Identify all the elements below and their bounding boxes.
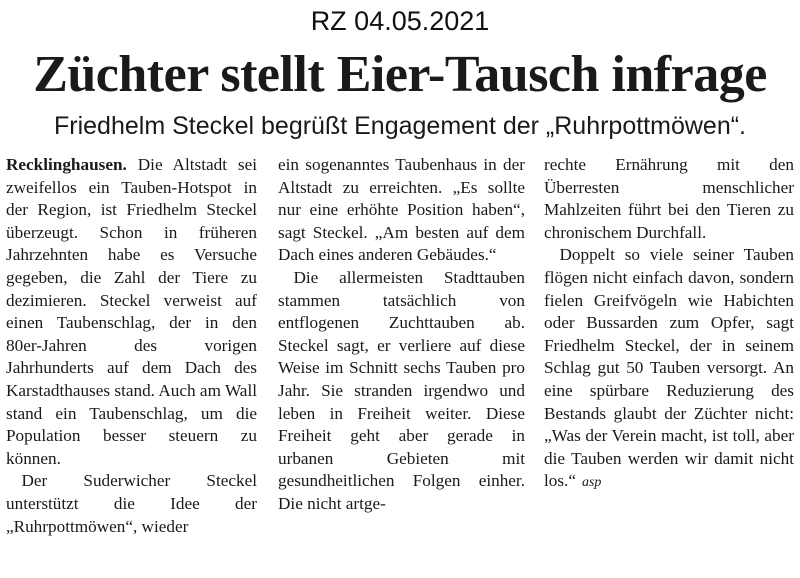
paragraph: Der Suderwicher Steckel unterstützt die Idee der „Ruhrpottmöwen“, wieder [6, 471, 257, 536]
author-signature: asp [581, 475, 602, 491]
article-column-2 [278, 154, 525, 516]
paragraph: Die allermeisten Stadttauben stammen tatsächlich von entflogenen Zuchttauben ab. Steckel sagt, er verliere auf diese Weise im Schnitt sechs Tauben pro Jahr. Sie stranden irgendwo und leben in Freiheit weiter. Diese Freiheit geht aber gerade in urbanen Gebieten mit gesundheitlichen Folgen einher. Die nicht artge- [278, 267, 525, 513]
paragraph: ein sogenanntes Taubenhaus in der Altstadt zu erreichten. „Es sollte nur eine erhöhte Position haben“, sagt Steckel. „Am besten auf dem Dach eines anderen Gebäudes.“ [278, 155, 525, 265]
dateline: RZ 04.05.2021 [310, 6, 490, 36]
headline: Züchter stellt Eier-Tausch infrage [33, 46, 767, 103]
article-column-1 [6, 154, 257, 538]
place-name: Recklinghausen. [6, 155, 127, 174]
subheadline: Friedhelm Steckel begrüßt Engagement der „Ruhrpottmöwen“. [54, 112, 746, 140]
paragraph-text: Doppelt so viele seiner Tauben flögen nicht einfach davon, sondern fielen Greifvögeln wie Habichten oder Bussarden zum Opfer, sagt Friedhelm Steckel, der in seinem Schlag gut 50 Tauben versorgt. An eine spürbare Reduzierung des Bestands glaubt der Züchter nicht: „Was der Verein macht, ist toll, aber die Tauben werden wir damit nicht los.“ [544, 245, 794, 491]
article-column-3 [544, 154, 794, 495]
paragraph-text: Die Altstadt sei zweifellos ein Tauben-Hotspot in der Region, ist Friedhelm Steckel überzeugt. Schon in früheren Jahrzehnten habe es Versuche gegeben, die Zahl der Tiere zu dezimieren. Steckel verweist auf einen Taubenschlag, der in den 80er-Jahren des vorigen Jahrhunderts auf dem Dach des Karstadthauses stand. Auch am Wall stand ein Taubenschlag, um die Population besser steuern zu können. [6, 155, 258, 468]
paragraph: rechte Ernährung mit den Überresten menschlicher Mahlzeiten führt bei den Tieren zu chronischem Durchfall. [544, 155, 794, 242]
paragraph [544, 244, 794, 495]
paragraph [6, 154, 257, 470]
